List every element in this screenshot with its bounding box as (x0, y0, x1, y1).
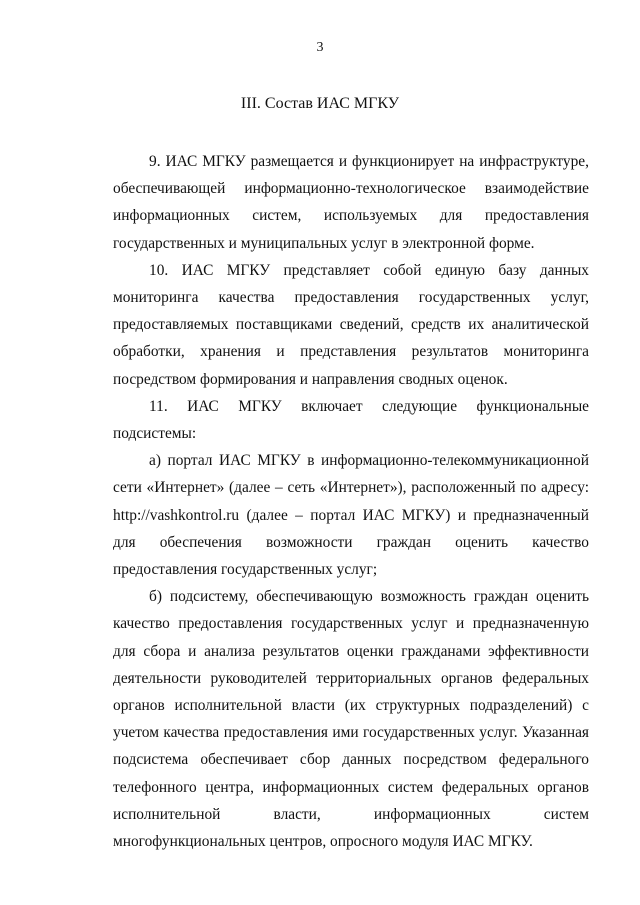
paragraph-9: 9. ИАС МГКУ размещается и функционирует на инфраструктуре, обеспечивающей информационно-технологическое взаимодействие информационных систем, используемых для предоставления государственных и муниципальных услуг в электронной форме. (113, 153, 589, 252)
document-body (113, 148, 589, 855)
page-number: 3 (316, 40, 324, 55)
section-title: III. Состав ИАС МГКУ (240, 95, 400, 112)
paragraph-11-a: а) портал ИАС МГКУ в информационно-телекоммуникационной сети «Интернет» (далее – сеть «Интернет»), расположенный по адресу: http://vashkontrol.ru (далее – портал ИАС МГКУ) и предназначенный для обеспечения возможности граждан оценить качество предоставления государственных услуг; (113, 452, 589, 579)
paragraph-10: 10. ИАС МГКУ представляет собой единую базу данных мониторинга качества предоставления государственных услуг, предоставляемых поставщиками сведений, средств их аналитической обработки, хранения и представления результатов мониторинга посредством формирования и направления сводных оценок. (113, 261, 589, 388)
paragraph-11-b: б) подсистему, обеспечивающую возможность граждан оценить качество предоставления государственных услуг и предназначенную для сбора и анализа результатов оценки гражданами эффективности деятельности руководителей территориальных органов федеральных органов исполнительной власти (их структурных подразделений) с учетом качества предоставления ими государственных услуг. Указанная подсистема обеспечивает сбор данных посредством федерального телефонного центра, информационных систем федеральных органов исполнительной власти, информационных систем многофункциональных центров, опросного модуля ИАС МГКУ. (113, 588, 589, 851)
paragraph-11: 11. ИАС МГКУ включает следующие функциональные подсистемы: (113, 397, 589, 443)
